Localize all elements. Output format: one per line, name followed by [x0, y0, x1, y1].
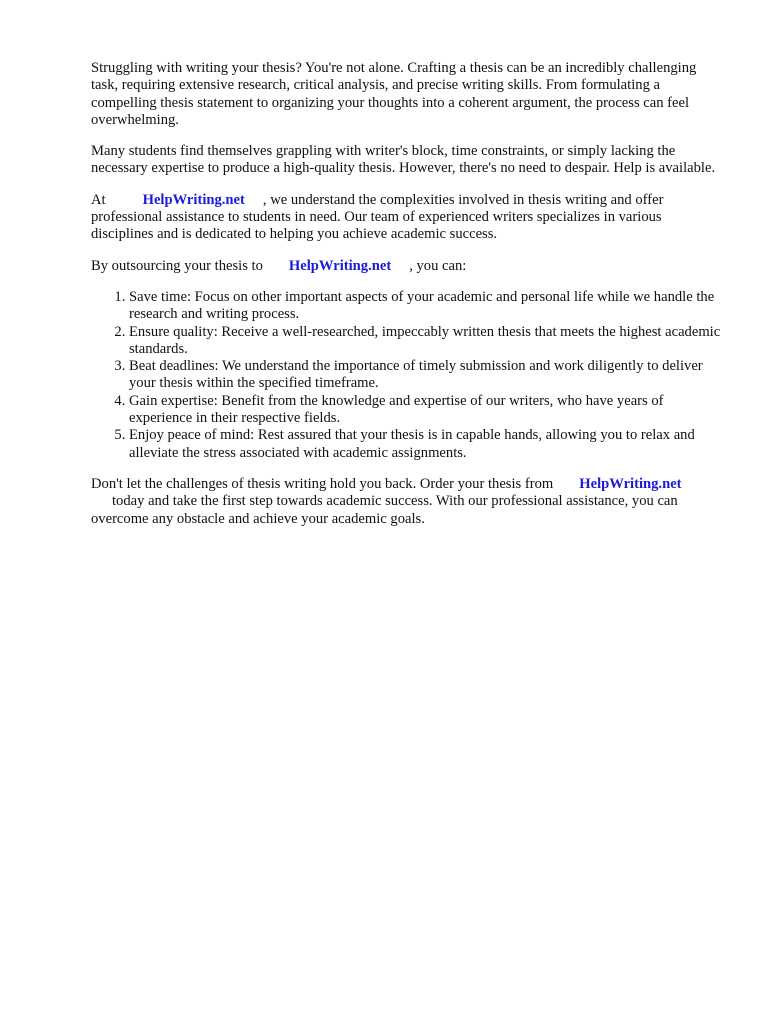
list-item: 2. Ensure quality: Receive a well-researched, impeccably written thesis that meets the highest academic standards. [129, 324, 723, 359]
outsourcing-lead: By outsourcing your thesis to [91, 257, 263, 274]
closing-lead: Don't let the challenges of thesis writing hold you back. Order your thesis from [91, 475, 554, 492]
intro-paragraph: Struggling with writing your thesis? You're not alone. Crafting a thesis can be an incredibly challenging task, requiring extensive research, critical analysis, and precise writing skills. From formulating a compelling thesis statement to organizing your thoughts into a coherent argument, the process can feel overwhelming. [91, 60, 697, 128]
outsourcing-tail: , you can: [409, 257, 467, 274]
helpwriting-link[interactable]: HelpWriting.net [579, 475, 682, 492]
list-item: 3. Beat deadlines: We understand the importance of timely submission and work diligently to deliver your thesis within the specified timeframe. [129, 358, 723, 393]
outsourcing-paragraph [91, 258, 723, 275]
closing-body: today and take the first step towards academic success. With our professional assistance, you can overcome any obstacle and achieve your academic goals. [91, 493, 678, 527]
list-item: 4. Gain expertise: Benefit from the knowledge and expertise of our writers, who have years of experience in their respective fields. [129, 393, 723, 428]
list-item: 5. Enjoy peace of mind: Rest assured that your thesis is in capable hands, allowing you to relax and alleviate the stress associated with academic assignments. [129, 427, 723, 462]
service-paragraph [91, 192, 723, 244]
list-item: 1. Save time: Focus on other important aspects of your academic and personal life while we handle the research and writing process. [129, 289, 723, 324]
helpwriting-link[interactable]: HelpWriting.net [142, 191, 245, 208]
benefits-list [91, 289, 723, 462]
service-paragraph-lead: At [91, 191, 106, 208]
closing-paragraph [91, 476, 723, 528]
students-paragraph: Many students find themselves grappling with writer's block, time constraints, or simply lacking the necessary expertise to produce a high-quality thesis. However, there's no need to despair. Help is available. [91, 143, 716, 177]
helpwriting-link[interactable]: HelpWriting.net [288, 257, 392, 274]
document-page [91, 60, 723, 542]
service-paragraph-body: , we understand the complexities involved in thesis writing and offer professional assistance to students in need. Our team of experienced writers specializes in various disciplines and is dedicated to helping you achieve academic success. [91, 191, 664, 243]
